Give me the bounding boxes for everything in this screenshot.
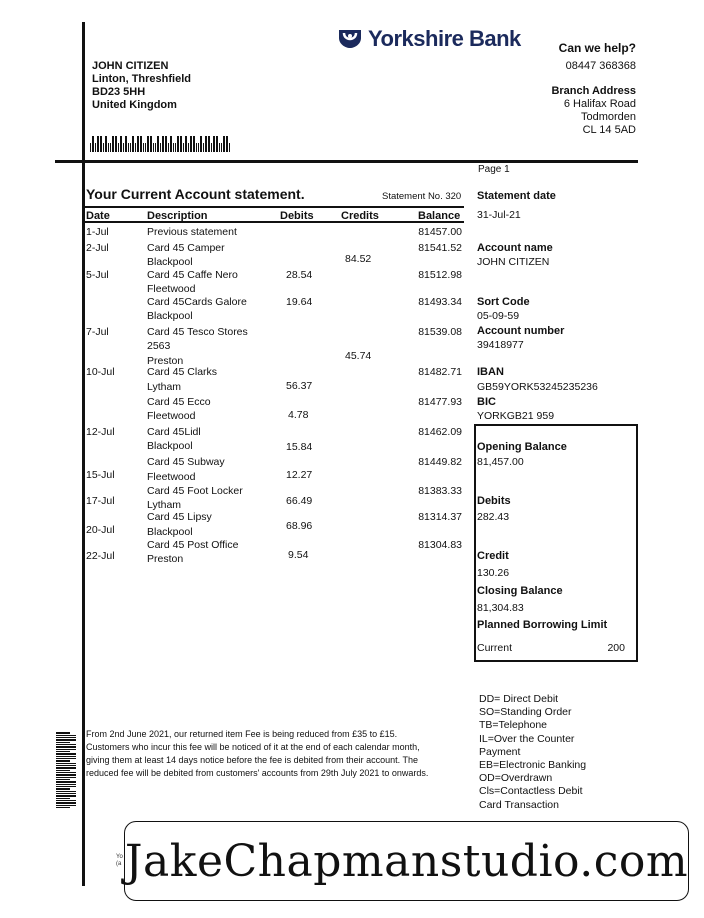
bic-label: BIC (477, 396, 496, 408)
code-line: SO=Standing Order (479, 706, 572, 719)
current-limit-value: 200 (607, 642, 625, 654)
barcode-bar (56, 786, 76, 787)
table-cell-debit: 68.96 (286, 520, 313, 532)
table-cell-debit: 56.37 (286, 380, 313, 392)
barcode-bar (56, 746, 76, 748)
table-cell-desc: Card 45 Clarks (147, 366, 218, 378)
code-line: Payment (479, 745, 521, 758)
table-cell-desc: Blackpool (147, 440, 193, 452)
statement-number: Statement No. 320 (382, 191, 462, 202)
bic-value: YORKGB21 959 (477, 410, 555, 422)
header-balance: Balance (418, 210, 461, 222)
customer-address-line3: United Kingdom (92, 99, 177, 111)
customer-name: JOHN CITIZEN (92, 60, 169, 72)
table-cell-date: 22-Jul (86, 550, 115, 562)
table-cell-desc: Blackpool (147, 256, 193, 268)
help-phone: 08447 368368 (565, 60, 636, 72)
debits-value: 282.43 (477, 511, 510, 523)
table-cell-date: 17-Jul (86, 495, 115, 507)
table-cell-desc: Card 45 Tesco Stores (147, 326, 248, 338)
barcode-bar (56, 791, 76, 792)
table-cell-desc: Card 45 Ecco (147, 396, 211, 408)
table-cell-date: 12-Jul (86, 426, 115, 438)
barcode-bar (56, 758, 76, 759)
planned-borrowing-label: Planned Borrowing Limit (477, 619, 608, 631)
barcode-bar (56, 774, 76, 776)
barcode-bar (56, 756, 76, 757)
table-cell-desc: Preston (147, 553, 184, 565)
current-limit-label: Current (477, 642, 513, 654)
barcode-bar (56, 781, 76, 783)
code-line: Cls=Contactless Debit (479, 785, 583, 798)
sort-code-value: 05-09-59 (477, 310, 520, 322)
opening-balance-value: 81,457.00 (477, 456, 524, 468)
table-cell-desc: Blackpool (147, 310, 193, 322)
table-cell-desc: Card 45 Foot Locker (147, 485, 243, 497)
table-cell-date: 2-Jul (86, 242, 109, 254)
account-number-value: 39418977 (477, 339, 524, 351)
customer-address-line1: Linton, Threshfield (92, 73, 191, 85)
barcode-bar (56, 763, 76, 764)
side-barcode (56, 732, 76, 832)
notice-line: From 2nd June 2021, our returned item Fee is being reduced from £35 to £15. (86, 729, 398, 739)
header-description: Description (147, 210, 208, 222)
table-cell-balance: 81539.08 (418, 326, 462, 338)
barcode-bar (56, 739, 76, 741)
table-cell-desc: 2563 (147, 340, 171, 352)
barcode-bar (56, 800, 76, 801)
code-line: IL=Over the Counter (479, 732, 575, 745)
barcode-bar (56, 793, 76, 794)
barcode-bar (56, 802, 76, 804)
statement-title: Your Current Account statement. (86, 186, 305, 202)
branch-line1: 6 Halifax Road (563, 98, 636, 110)
branch-line2: Todmorden (580, 111, 636, 123)
barcode-bar (56, 760, 70, 762)
table-cell-desc: Previous statement (147, 226, 237, 238)
table-cell-date: 7-Jul (86, 326, 109, 338)
barcode-bar (56, 770, 70, 771)
table-cell-debit: 15.84 (286, 441, 313, 453)
table-cell-debit: 19.64 (286, 296, 313, 308)
barcode-bar (56, 749, 76, 750)
barcode-bar (56, 744, 76, 745)
table-cell-debit: 12.27 (286, 469, 313, 481)
table-cell-debit: 9.54 (288, 549, 309, 561)
customer-address-line2: BD23 5HH (92, 86, 146, 98)
table-cell-balance: 81304.83 (418, 539, 462, 551)
statement-date-label: Statement date (477, 190, 556, 202)
code-line: OD=Overdrawn (479, 772, 553, 785)
table-cell-desc: Card 45Cards Galore (147, 296, 247, 308)
table-cell-balance: 81477.93 (418, 396, 462, 408)
account-name-value: JOHN CITIZEN (477, 256, 550, 268)
barcode-bar (56, 732, 70, 734)
header-debits: Debits (280, 210, 314, 222)
code-line: EB=Electronic Banking (479, 759, 587, 772)
closing-balance-value: 81,304.83 (477, 602, 524, 614)
table-cell-desc: Card 45Lidl (147, 426, 201, 438)
barcode-bar (56, 742, 70, 743)
code-line: TB=Telephone (479, 719, 548, 732)
barcode-bar (56, 777, 76, 778)
table-cell-debit: 28.54 (286, 269, 313, 281)
barcode-bar (56, 798, 70, 799)
table-cell-desc: Lytham (147, 499, 182, 511)
table-cell-balance: 81383.33 (418, 485, 462, 497)
table-cell-date: 20-Jul (86, 524, 115, 536)
table-cell-desc: Card 45 Caffe Nero (147, 269, 238, 281)
table-cell-desc: Blackpool (147, 526, 193, 538)
watermark-banner: JakeChapmanstudio.com (124, 821, 689, 901)
statement-date-value: 31-Jul-21 (477, 209, 521, 221)
barcode-bar (56, 807, 70, 808)
fine-print-line: Yo (116, 854, 123, 860)
table-cell-balance: 81449.82 (418, 456, 462, 468)
barcode-bar (56, 737, 76, 738)
iban-label: IBAN (477, 366, 504, 378)
header-date: Date (86, 210, 110, 222)
account-name-label: Account name (477, 242, 553, 254)
bank-name: Yorkshire Bank (368, 26, 521, 51)
table-cell-desc: Fleetwood (147, 283, 196, 295)
table-cell-desc: Card 45 Post Office (147, 539, 239, 551)
table-cell-desc: Fleetwood (147, 410, 196, 422)
branch-title: Branch Address (551, 85, 636, 97)
table-cell-balance: 81457.00 (418, 226, 462, 238)
barcode-bar (56, 805, 76, 806)
debits-label: Debits (477, 495, 511, 507)
table-cell-desc: Fleetwood (147, 471, 196, 483)
barcode-bar (56, 751, 70, 752)
credit-label: Credit (477, 550, 509, 562)
credit-value: 130.26 (477, 567, 510, 579)
help-title: Can we help? (558, 41, 636, 55)
iban-value: GB59YORK53245235236 (477, 381, 598, 393)
barcode-bar (56, 784, 76, 785)
table-cell-desc: Card 45 Lipsy (147, 511, 212, 523)
notice-line: reduced fee will be debited from customers' accounts from 29th July 2021 to onwards. (86, 768, 429, 778)
code-line: DD= Direct Debit (479, 693, 559, 705)
opening-balance-label: Opening Balance (477, 441, 567, 453)
table-cell-date: 5-Jul (86, 269, 109, 281)
barcode-bar (56, 772, 76, 773)
table-cell-balance: 81541.52 (418, 242, 462, 254)
code-line: Card Transaction (479, 798, 559, 811)
table-cell-debit: 66.49 (286, 495, 313, 507)
table-cell-balance: 81493.34 (418, 296, 462, 308)
barcode-bar (56, 779, 70, 780)
table-cell-desc: Lytham (147, 381, 182, 393)
table-cell-date: 10-Jul (86, 366, 115, 378)
table-cell-balance: 81462.09 (418, 426, 462, 438)
table-cell-date: 15-Jul (86, 469, 115, 481)
fee-notice (86, 728, 456, 780)
table-cell-balance: 81512.98 (418, 269, 462, 281)
table-cell-desc: Card 45 Camper (147, 242, 225, 254)
transaction-codes-legend (479, 693, 586, 812)
account-number-label: Account number (477, 325, 565, 337)
fine-print-line: (a (116, 861, 122, 867)
table-cell-desc: Preston (147, 355, 184, 367)
closing-balance-label: Closing Balance (477, 585, 563, 597)
table-cell-credit: 45.74 (345, 350, 372, 362)
table-cell-credit: 84.52 (345, 253, 372, 265)
footer-fine-print (116, 854, 123, 868)
barcode-bar (56, 735, 76, 736)
notice-line: Customers who incur this fee will be noticed of it at the end of each calendar month, (86, 742, 420, 752)
table-cell-desc: Card 45 Subway (147, 456, 225, 468)
sort-code-label: Sort Code (477, 296, 530, 308)
page-number: Page 1 (478, 164, 510, 175)
table-cell-date: 1-Jul (86, 226, 109, 238)
table-cell-balance: 81482.71 (418, 366, 462, 378)
table-cell-debit: 4.78 (288, 409, 309, 421)
barcode-bar (56, 767, 76, 769)
branch-line3: CL 14 5AD (582, 124, 636, 136)
barcode-bar (56, 765, 76, 766)
barcode-bar (56, 788, 70, 790)
notice-line: giving them at least 14 days notice before the fee is debited from their account. The (86, 755, 419, 765)
table-cell-balance: 81314.37 (418, 511, 462, 523)
barcode-bar (56, 753, 76, 755)
header-credits: Credits (341, 210, 379, 222)
barcode-bar (56, 795, 76, 797)
